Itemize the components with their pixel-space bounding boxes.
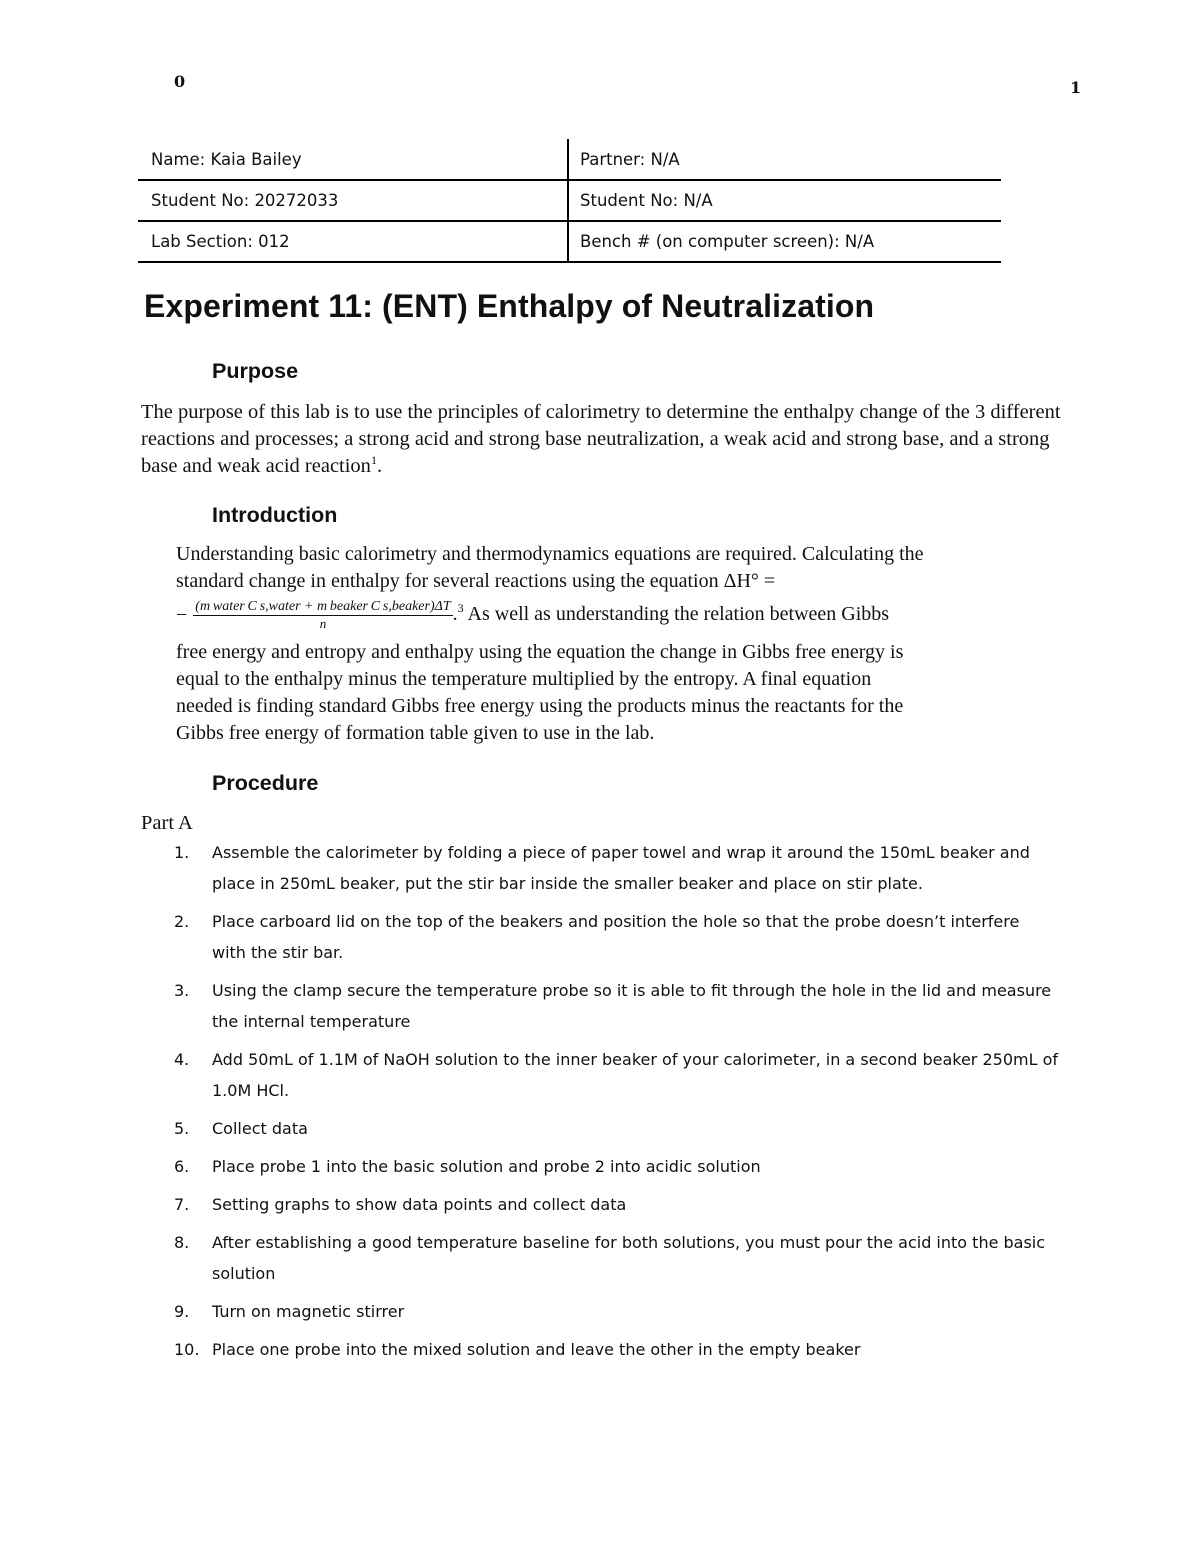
equation-denominator: n (319, 616, 327, 631)
step-number: 2. (174, 912, 190, 931)
page-number-right: 1 (1070, 78, 1082, 97)
intro-line: As well as understanding the relation between Gibbs (463, 603, 890, 626)
enthalpy-equation (176, 599, 1066, 639)
step-text: Turn on magnetic stirrer (212, 1302, 405, 1321)
lab-section-cell: Lab Section: 012 (138, 221, 568, 262)
page-number-left: 0 (174, 72, 186, 91)
step-text: Collect data (212, 1119, 308, 1138)
list-item (138, 906, 1058, 968)
step-text: Place carboard lid on the top of the beakers and position the hole so that the probe doesn’t interfere with the stir bar. (212, 912, 1020, 962)
footnote-ref: 1 (370, 453, 377, 467)
step-number: 10. (174, 1340, 200, 1359)
step-text: Add 50mL of 1.1M of NaOH solution to the inner beaker of your calorimeter, in a second beaker 250mL of 1.0M HCl. (212, 1050, 1059, 1100)
list-item (138, 1044, 1058, 1106)
part-a-label: Part A (141, 812, 193, 834)
introduction-heading: Introduction (212, 503, 338, 527)
intro-line: Understanding basic calorimetry and thermodynamics equations are required. Calculating the (176, 543, 924, 565)
list-item (138, 1334, 1058, 1365)
partner-cell: Partner: N/A (580, 149, 680, 169)
intro-line: free energy and entropy and enthalpy using the equation the change in Gibbs free energy is (176, 641, 904, 663)
list-item (138, 975, 1058, 1037)
intro-line: standard change in enthalpy for several reactions using the equation ΔH° = (176, 570, 776, 592)
procedure-heading: Procedure (212, 771, 319, 795)
step-text: Setting graphs to show data points and collect data (212, 1195, 627, 1214)
name-cell: Name: Kaia Bailey (138, 139, 568, 180)
step-number: 8. (174, 1233, 190, 1252)
equation-minus: − (176, 604, 188, 626)
introduction-paragraph (176, 541, 1066, 747)
purpose-heading: Purpose (212, 359, 299, 383)
purpose-paragraph (141, 399, 1066, 480)
partner-student-no-cell: Student No: N/A (580, 191, 713, 210)
footnote-ref: 3 (457, 601, 464, 616)
purpose-text: The purpose of this lab is to use the principles of calorimetry to determine the enthalpy change of the 3 different reactions and processes; a strong acid and strong base neutralization, a weak acid and strong base, and a strong base and weak acid reaction (141, 401, 1061, 477)
list-item (138, 1189, 1058, 1220)
intro-line: Gibbs free energy of formation table given to use in the lab. (176, 722, 655, 744)
step-number: 4. (174, 1050, 190, 1069)
step-number: 9. (174, 1302, 190, 1321)
procedure-steps (138, 837, 1058, 1372)
step-number: 5. (174, 1119, 190, 1138)
list-item (138, 1296, 1058, 1327)
table-row (138, 139, 1001, 180)
equation-tail: . (452, 603, 458, 626)
step-number: 7. (174, 1195, 190, 1214)
list-item (138, 1151, 1058, 1182)
list-item (138, 1227, 1058, 1289)
bench-cell: Bench # (on computer screen): N/A (580, 232, 875, 251)
step-number: 1. (174, 843, 190, 862)
step-text: Using the clamp secure the temperature probe so it is able to fit through the hole in the lid and measure the internal temperature (212, 981, 1052, 1031)
step-text: Assemble the calorimeter by folding a piece of paper towel and wrap it around the 150mL beaker and place in 250mL beaker, put the stir bar inside the smaller beaker and place on stir plate. (212, 843, 1030, 893)
intro-line: equal to the enthalpy minus the temperature multiplied by the entropy. A final equation (176, 668, 872, 690)
student-no-cell: Student No: 20272033 (138, 180, 568, 221)
student-info-table (138, 139, 1001, 263)
step-number: 3. (174, 981, 190, 1000)
purpose-period: . (376, 455, 383, 477)
step-text: Place probe 1 into the basic solution and probe 2 into acidic solution (212, 1157, 761, 1176)
table-row (138, 221, 1001, 262)
document-title: Experiment 11: (ENT) Enthalpy of Neutralization (144, 288, 875, 324)
equation-numerator: (m water C s,water + m beaker C s,beaker)ΔT (195, 599, 451, 614)
list-item (138, 1113, 1058, 1144)
intro-line: needed is finding standard Gibbs free energy using the products minus the reactants for the (176, 695, 904, 717)
step-text: After establishing a good temperature baseline for both solutions, you must pour the acid into the basic solution (212, 1233, 1046, 1283)
equation-fraction (193, 599, 452, 632)
table-row (138, 180, 1001, 221)
step-number: 6. (174, 1157, 190, 1176)
list-item (138, 837, 1058, 899)
step-text: Place one probe into the mixed solution and leave the other in the empty beaker (212, 1340, 861, 1359)
